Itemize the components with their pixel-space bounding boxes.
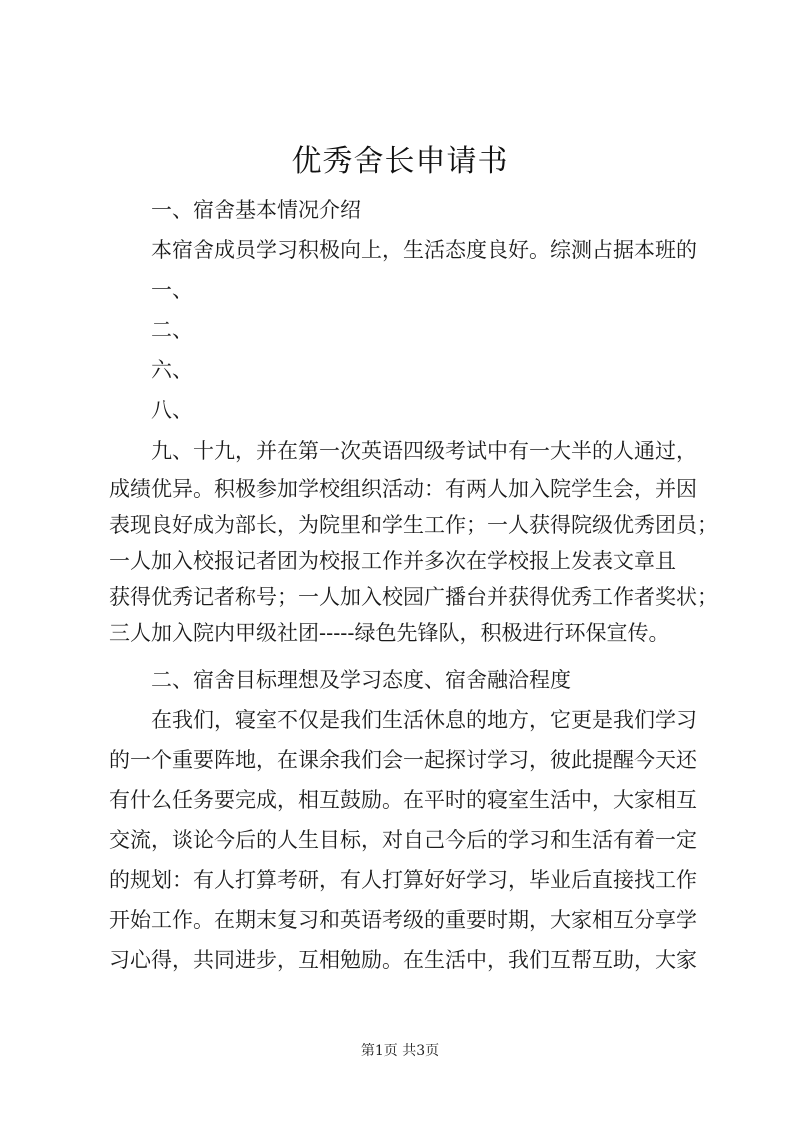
page-footer: 第1页 共3页 <box>360 1043 440 1059</box>
document-title: 优秀舍长申请书 <box>291 144 509 179</box>
paragraph-line: 有什么任务要完成，相互鼓励。在平时的寝室生活中，大家相互 <box>109 788 697 812</box>
paragraph-line: 一人加入校报记者团为校报工作并多次在学校报上发表文章且 <box>109 549 676 573</box>
paragraph-line: 本宿舍成员学习积极向上，生活态度良好。综测占据本班的 <box>151 238 697 262</box>
paragraph-line: 的一个重要阵地，在课余我们会一起探讨学习，彼此提醒今天还 <box>109 748 697 772</box>
paragraph-line: 成绩优异。积极参加学校组织活动：有两人加入院学生会，并因 <box>109 477 697 501</box>
list-item: 一、 <box>151 278 193 302</box>
list-item: 二、 <box>151 318 193 342</box>
list-item: 六、 <box>151 358 193 382</box>
paragraph-line: 开始工作。在期末复习和英语考级的重要时期，大家相互分享学 <box>109 908 697 932</box>
paragraph-line: 习心得，共同进步，互相勉励。在生活中，我们互帮互助，大家 <box>109 948 697 972</box>
paragraph-line: 获得优秀记者称号；一人加入校园广播台并获得优秀工作者奖状； <box>109 585 718 609</box>
paragraph-line: 九、十九，并在第一次英语四级考试中有一大半的人通过， <box>151 439 697 463</box>
paragraph-line: 三人加入院内甲级社团-----绿色先锋队，积极进行环保宣传。 <box>109 621 670 645</box>
paragraph-line: 表现良好成为部长，为院里和学生工作；一人获得院级优秀团员； <box>109 513 718 537</box>
list-item: 八、 <box>151 398 193 422</box>
section-heading-2: 二、宿舍目标理想及学习态度、宿舍融洽程度 <box>151 668 571 692</box>
paragraph-line: 交流，谈论今后的人生目标，对自己今后的学习和生活有着一定 <box>109 828 697 852</box>
paragraph-line: 的规划：有人打算考研，有人打算好好学习，毕业后直接找工作 <box>109 868 697 892</box>
section-heading-1: 一、宿舍基本情况介绍 <box>151 198 361 222</box>
paragraph-line: 在我们，寝室不仅是我们生活休息的地方，它更是我们学习 <box>151 708 697 732</box>
